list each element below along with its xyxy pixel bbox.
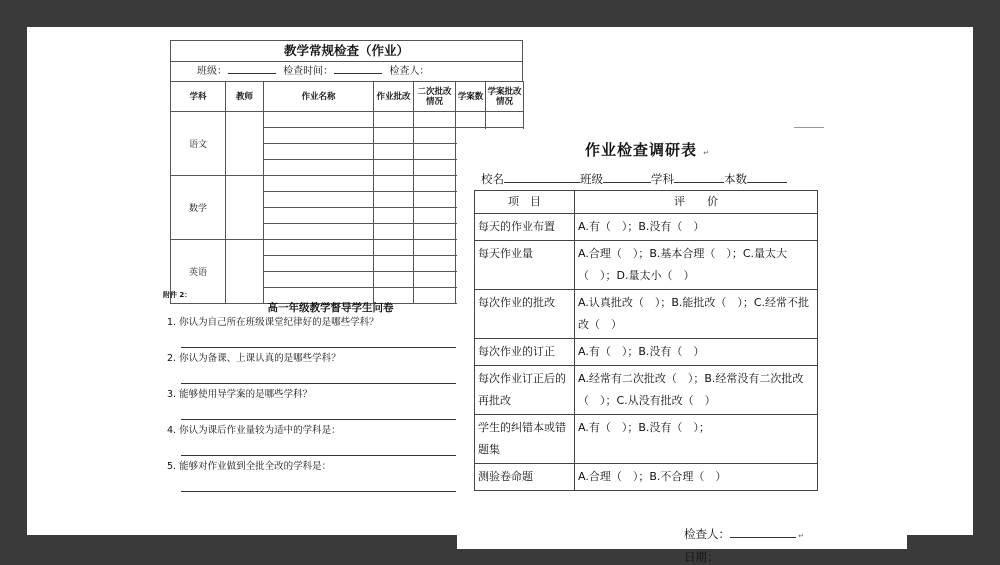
answer-line — [181, 455, 456, 456]
answer-line — [181, 347, 456, 348]
question-item — [167, 459, 468, 495]
survey-item: 每次作业的订正 — [475, 339, 575, 366]
checklist-header-row — [171, 82, 524, 112]
survey-row — [475, 366, 818, 415]
question-text: 2. 你认为备课、上课认真的是哪些学科？ — [167, 353, 341, 364]
subject-cell: 数学 — [171, 176, 226, 240]
header-cell: 作业批改 — [374, 82, 414, 112]
survey-item: 每天的作业布置 — [475, 214, 575, 241]
question-item — [167, 315, 468, 351]
question-item — [167, 423, 468, 459]
checklist-title: 教学常规检查（作业） — [170, 40, 523, 62]
inspector-signature: 检查人： ↵ — [684, 527, 805, 541]
header-cell: 学案批改情况 — [486, 82, 524, 112]
survey-item: 学生的纠错本或错题集 — [475, 415, 575, 464]
survey-item: 每天作业量 — [475, 241, 575, 290]
header-cell: 作业名称 — [264, 82, 374, 112]
header-cell: 学科 — [171, 82, 226, 112]
survey-info — [481, 171, 787, 187]
question-item — [167, 351, 468, 387]
meta-time-label: 检查时间： — [283, 66, 334, 77]
meta-class-label: 班级： — [197, 66, 227, 77]
school-label: 校名 — [481, 172, 504, 186]
survey-eval: A.有（ ）；B.没有（ ）； — [575, 415, 818, 464]
survey-row — [475, 415, 818, 464]
question-text: 4. 你认为课后作业量较为适中的学科是： — [167, 425, 341, 436]
survey-row — [475, 290, 818, 339]
subject-cell: 英语 — [171, 240, 226, 304]
checklist-meta — [170, 62, 523, 81]
class-label: 班级 — [580, 172, 603, 186]
meta-inspector-label: 检查人： — [389, 66, 430, 77]
survey-eval: A.合理（ ）；B.基本合理（ ）；C.量太大（ ）；D.量太小（ ） — [575, 241, 818, 290]
survey-eval: A.经常有二次批改（ ）；B.经常没有二次批改（ ）；C.从没有批改（ ） — [575, 366, 818, 415]
date-signature — [684, 549, 719, 565]
subject-cell: 语文 — [171, 112, 226, 176]
subject-label: 学科 — [651, 172, 674, 186]
survey-row — [475, 464, 818, 491]
survey-eval: A.有（ ）；B.没有（ ） — [575, 339, 818, 366]
date-label: 日期： — [684, 550, 719, 564]
slide — [27, 27, 973, 564]
question-text: 1. 你认为自己所在班级课堂纪律好的是哪些学科？ — [167, 317, 379, 328]
survey-eval: A.有（ ）；B.没有（ ） — [575, 214, 818, 241]
header-cell: 学案数 — [456, 82, 486, 112]
header-cell: 二次批改情况 — [414, 82, 456, 112]
survey-eval: A.认真批改（ ）；B.能批改（ ）；C.经常不批改（ ） — [575, 290, 818, 339]
survey-document — [457, 129, 907, 564]
survey-item: 每次作业订正后的再批改 — [475, 366, 575, 415]
survey-table — [474, 190, 818, 491]
inspector-label: 检查人： — [684, 527, 730, 541]
question-text: 3. 能够使用导学案的是哪些学科？ — [167, 389, 313, 400]
answer-line — [181, 419, 456, 420]
survey-row — [475, 214, 818, 241]
survey-item: 每次作业的批改 — [475, 290, 575, 339]
answer-line — [181, 383, 456, 384]
survey-item: 测验卷命题 — [475, 464, 575, 491]
header-cell: 教师 — [226, 82, 264, 112]
survey-row — [475, 339, 818, 366]
count-label: 本数 — [724, 172, 747, 186]
question-item — [167, 387, 468, 423]
answer-line — [181, 491, 456, 492]
annex-label: 附件 2： — [163, 291, 192, 299]
questionnaire-title: 高一年级教学督导学生问卷 — [267, 302, 394, 314]
survey-row — [475, 241, 818, 290]
item-header: 项 目 — [475, 191, 575, 214]
survey-title: 作业检查调研表 ↵ — [585, 141, 711, 159]
survey-eval: A.合理（ ）；B.不合理（ ） — [575, 464, 818, 491]
eval-header: 评 价 — [575, 191, 818, 214]
questionnaire-document — [163, 289, 468, 495]
survey-header-row — [475, 191, 818, 214]
question-text: 5. 能够对作业做到全批全改的学科是： — [167, 461, 332, 472]
